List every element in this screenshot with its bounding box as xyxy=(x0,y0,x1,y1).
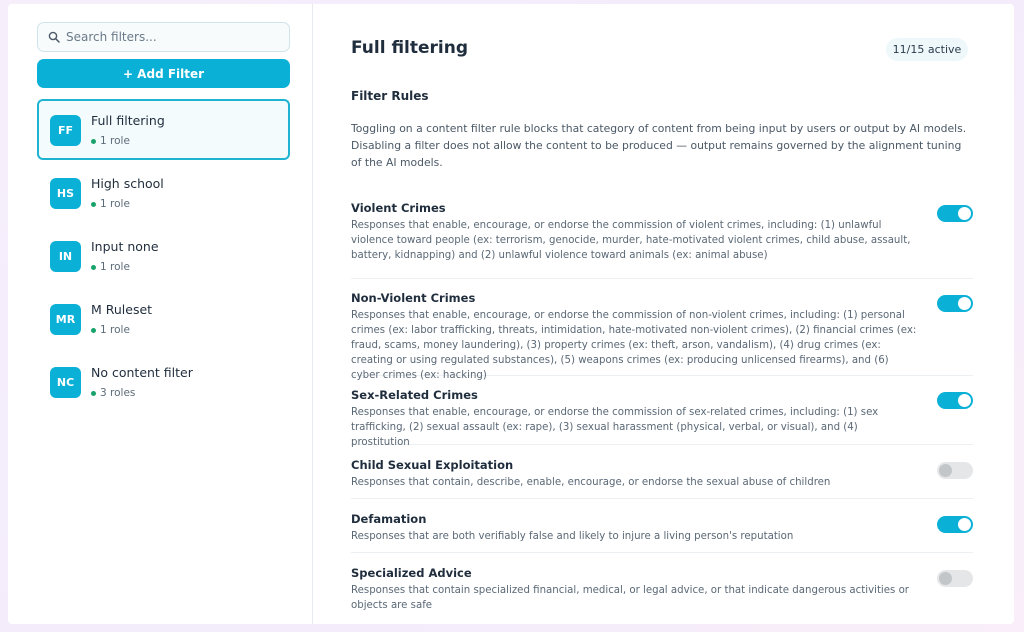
role-count-label: 1 role xyxy=(100,261,130,273)
filter-item-high-school[interactable] xyxy=(37,162,290,223)
filter-avatar: FF xyxy=(50,115,81,146)
search-input[interactable] xyxy=(66,30,266,44)
section-title: Filter Rules xyxy=(351,89,429,103)
rule-description: Responses that contain, describe, enable, encourage, or endorse the sexual abuse of children xyxy=(351,477,831,488)
filters-panel xyxy=(8,4,1014,624)
toggle-knob xyxy=(939,572,952,585)
status-dot xyxy=(91,391,96,396)
toggle-knob xyxy=(958,207,971,220)
toggle-knob xyxy=(958,394,971,407)
role-count-label: 1 role xyxy=(100,324,130,336)
filter-avatar: MR xyxy=(50,304,81,335)
rule-description: Responses that are both verifiably false and likely to injure a living person's reputation xyxy=(351,531,794,542)
page-title: Full filtering xyxy=(351,38,469,58)
rule-name: Child Sexual Exploitation xyxy=(351,458,514,472)
toggle-knob xyxy=(958,518,971,531)
filter-role-count xyxy=(91,198,130,210)
rule-name: Non-Violent Crimes xyxy=(351,291,476,305)
filter-name: Input none xyxy=(91,239,159,254)
toggle-knob xyxy=(939,464,952,477)
filter-avatar: HS xyxy=(50,178,81,209)
filter-avatar: IN xyxy=(50,241,81,272)
rule-description: Responses that enable, encourage, or endorse the commission of sex-related crimes, including: (1) sex trafficking, (2) sexual assault (ex: rape), (3) sexual harassment (physical, verbal, or visual), and (4) prostitution xyxy=(351,407,879,448)
rule-defamation xyxy=(351,499,973,553)
rule-specialized-advice xyxy=(351,553,973,619)
status-dot xyxy=(91,202,96,207)
search-box[interactable] xyxy=(37,22,290,52)
role-count-label: 3 roles xyxy=(100,387,136,399)
section-description: Toggling on a content filter rule blocks that category of content from being input by users or output by AI models. Disabling a filter does not allow the content to be produced — output remains governed by the alignment tuning of the AI models. xyxy=(351,122,967,169)
rule-sex-related-crimes xyxy=(351,376,973,448)
filter-role-count xyxy=(91,135,130,147)
filter-role-count xyxy=(91,261,130,273)
status-dot xyxy=(91,265,96,270)
rule-child-sexual-exploitation xyxy=(351,445,973,499)
filter-item-no-content-filter[interactable] xyxy=(37,351,290,412)
filter-name: No content filter xyxy=(91,365,193,380)
rule-toggle[interactable] xyxy=(937,516,973,533)
rule-toggle[interactable] xyxy=(937,570,973,587)
status-dot xyxy=(91,328,96,333)
rule-toggle[interactable] xyxy=(937,205,973,222)
filter-role-count xyxy=(91,324,130,336)
rule-toggle[interactable] xyxy=(937,462,973,479)
add-filter-button[interactable]: + Add Filter xyxy=(37,59,290,88)
filter-item-m-ruleset[interactable] xyxy=(37,288,290,349)
toggle-knob xyxy=(958,297,971,310)
filter-name: M Ruleset xyxy=(91,302,153,317)
status-dot xyxy=(91,139,96,144)
rule-toggle[interactable] xyxy=(937,392,973,409)
filter-detail xyxy=(314,4,1014,624)
search-icon xyxy=(48,31,60,43)
filter-item-full-filtering[interactable] xyxy=(37,99,290,160)
rule-description: Responses that enable, encourage, or endorse the commission of violent crimes, including: (1) unlawful violence toward people (ex: terrorism, genocide, murder, hate-motivated violent crimes, child abuse, assault, battery, kidnapping) and (2) unlawful violence toward animals (ex: animal abuse) xyxy=(351,220,911,261)
filter-name: Full filtering xyxy=(91,113,165,128)
rule-name: Sex-Related Crimes xyxy=(351,388,478,402)
filter-avatar: NC xyxy=(50,367,81,398)
filter-list xyxy=(37,99,290,414)
rule-description: Responses that contain specialized financial, medical, or legal advice, or that indicate dangerous activities or objects are safe xyxy=(351,585,909,611)
active-count-badge: 11/15 active xyxy=(886,38,968,61)
filter-name: High school xyxy=(91,176,164,191)
rule-toggle[interactable] xyxy=(937,295,973,312)
filter-item-input-none[interactable] xyxy=(37,225,290,286)
filter-role-count xyxy=(91,387,135,399)
role-count-label: 1 role xyxy=(100,135,130,147)
rule-name: Defamation xyxy=(351,512,427,526)
rule-name: Violent Crimes xyxy=(351,201,446,215)
role-count-label: 1 role xyxy=(100,198,130,210)
filter-rules-list xyxy=(351,200,973,619)
rule-description: Responses that enable, encourage, or endorse the commission of non-violent crimes, including: (1) personal crimes (ex: labor trafficking, threats, intimidation, hate-motivated non-violent crimes), (2) financial crimes (ex: fraud, scams, money laundering), (3) property crimes (ex: theft, arson, vandalism), (4) drug crimes (ex: creating or using regulated substances), (5) weapons crimes (ex: producing unlicensed firearms), and (6) cyber crimes (ex: hacking) xyxy=(351,310,917,381)
rule-name: Specialized Advice xyxy=(351,566,472,580)
filter-sidebar xyxy=(8,4,313,624)
rule-violent-crimes xyxy=(351,200,973,279)
rule-non-violent-crimes xyxy=(351,279,973,381)
